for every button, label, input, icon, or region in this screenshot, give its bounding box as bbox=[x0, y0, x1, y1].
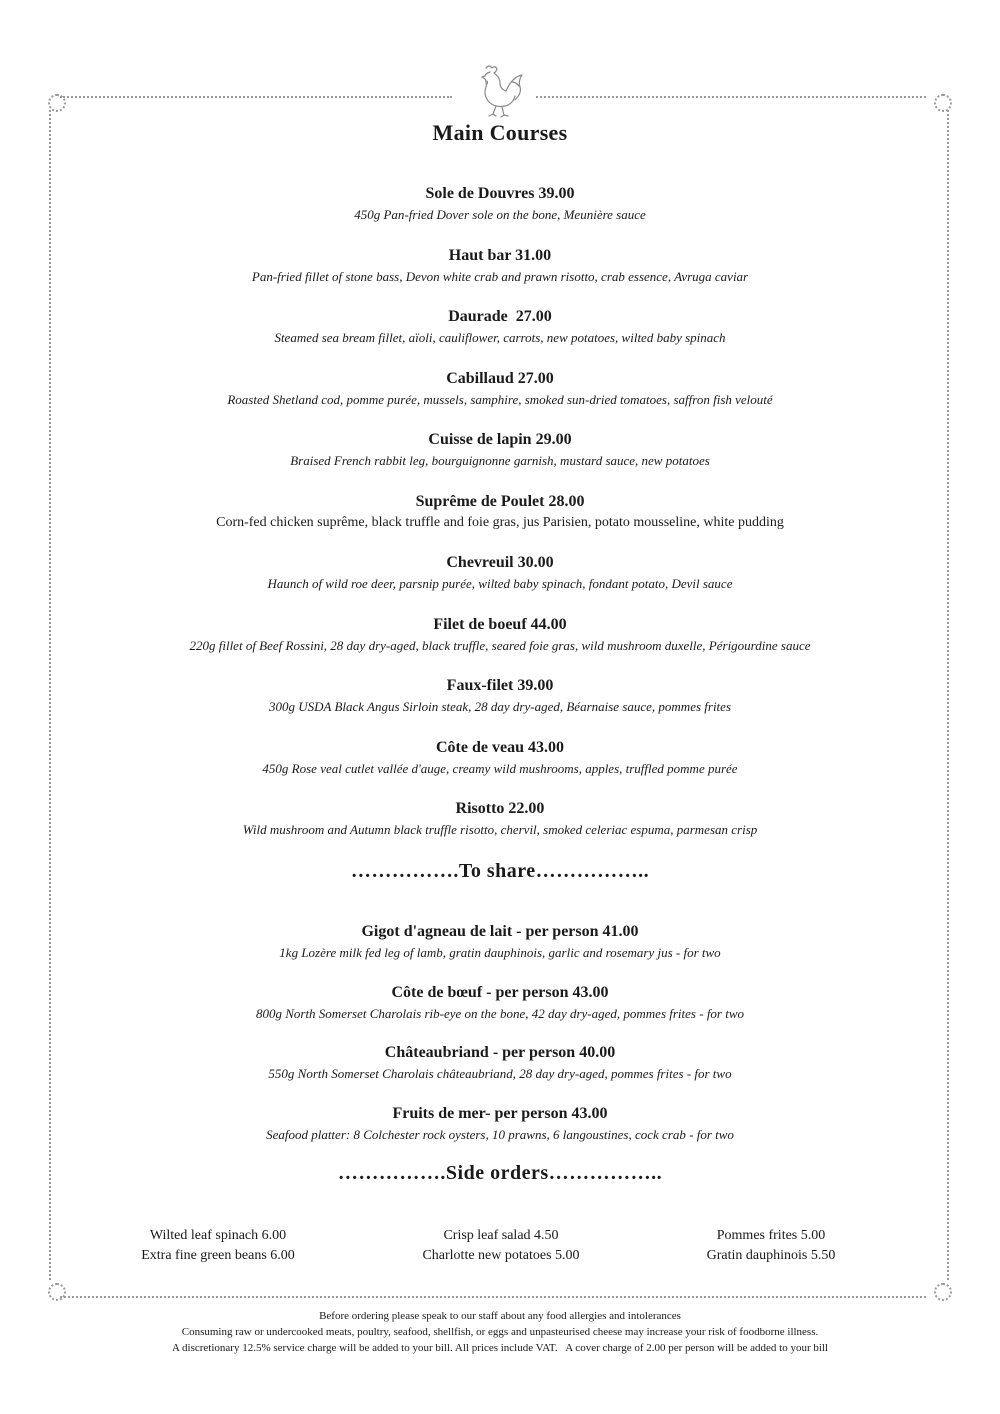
rooster-icon bbox=[466, 60, 532, 126]
section-heading-to-share: …………….To share…………….. bbox=[350, 860, 650, 882]
menu-item-name: Gigot d'agneau de lait - per person 41.00 bbox=[361, 923, 639, 940]
menu-item-description: 550g North Somerset Charolais châteaubriand, 28 day dry-aged, pommes frites - for two bbox=[268, 1066, 732, 1081]
menu-item bbox=[0, 920, 1000, 981]
menu-item-description: Wild mushroom and Autumn black truffle risotto, chervil, smoked celeriac espuma, parmesan crisp bbox=[242, 822, 758, 837]
side-order-item: Pommes frites 5.00 bbox=[716, 1228, 826, 1243]
side-orders-column bbox=[68, 1226, 368, 1266]
side-orders-column bbox=[621, 1226, 921, 1266]
menu-item bbox=[0, 1041, 1000, 1102]
menu-item bbox=[0, 613, 1000, 675]
side-order-item: Wilted leaf spinach 6.00 bbox=[149, 1228, 287, 1243]
frame-border-bottom bbox=[60, 1296, 926, 1298]
menu-item-name: Daurade 27.00 bbox=[448, 308, 552, 325]
menu-item-description: 800g North Somerset Charolais rib-eye on the bone, 42 day dry-aged, pommes frites - for two bbox=[255, 1005, 745, 1021]
page-title: Main Courses bbox=[432, 120, 568, 145]
side-order-item: Extra fine green beans 6.00 bbox=[141, 1248, 295, 1263]
menu-item-description: Seafood platter: 8 Colchester rock oysters, 10 prawns, 6 langoustines, cock crab - for two bbox=[266, 1126, 734, 1142]
frame-border-top-right bbox=[536, 96, 926, 98]
menu-item-description: Haunch of wild roe deer, parsnip purée, wilted baby spinach, fondant potato, Devil sauce bbox=[267, 576, 733, 591]
side-order-item: Crisp leaf salad 4.50 bbox=[443, 1228, 559, 1243]
menu-item-description: 1kg Lozère milk fed leg of lamb, gratin dauphinois, garlic and rosemary jus - for two bbox=[279, 945, 721, 960]
section-heading-side-orders: …………….Side orders…………….. bbox=[337, 1162, 663, 1184]
frame-corner-bottom-left bbox=[48, 1283, 66, 1301]
menu-item bbox=[0, 736, 1000, 798]
menu-item bbox=[0, 551, 1000, 613]
menu-item-description: 300g USDA Black Angus Sirloin steak, 28 day dry-aged, Béarnaise sauce, pommes frites bbox=[268, 699, 732, 714]
menu-item-name: Châteaubriand - per person 40.00 bbox=[384, 1044, 616, 1061]
menu-item-name: Faux-filet 39.00 bbox=[446, 677, 554, 694]
menu-item bbox=[0, 490, 1000, 552]
menu-item-name: Fruits de mer- per person 43.00 bbox=[392, 1104, 608, 1122]
footer-allergy-note: Before ordering please speak to our staff about any food allergies and intolerances bbox=[319, 1310, 681, 1322]
menu-item bbox=[0, 244, 1000, 306]
frame-corner-top-right bbox=[934, 94, 952, 112]
menu-item bbox=[0, 182, 1000, 244]
menu-item-name: Côte de bœuf - per person 43.00 bbox=[391, 983, 609, 1001]
menu-item bbox=[0, 674, 1000, 736]
menu-item-description: 220g fillet of Beef Rossini, 28 day dry-aged, black truffle, seared foie gras, wild mushroom duxelle, Périgourdine sauce bbox=[189, 637, 811, 653]
menu-item bbox=[0, 367, 1000, 429]
menu-item-description: Roasted Shetland cod, pomme purée, mussels, samphire, smoked sun-dried tomatoes, saffron fish velouté bbox=[227, 391, 773, 407]
menu-item bbox=[0, 305, 1000, 367]
menu-item-description: Pan-fried fillet of stone bass, Devon white crab and prawn risotto, crab essence, Avruga caviar bbox=[251, 268, 749, 284]
frame-corner-top-left bbox=[48, 94, 66, 112]
frame-border-top-left bbox=[60, 96, 452, 98]
menu-item bbox=[0, 797, 1000, 859]
menu-item-description: Steamed sea bream fillet, aïoli, cauliflower, carrots, new potatoes, wilted baby spinach bbox=[274, 330, 726, 345]
menu-item-description: Braised French rabbit leg, bourguignonne garnish, mustard sauce, new potatoes bbox=[290, 453, 710, 468]
menu-item-name: Cuisse de lapin 29.00 bbox=[428, 431, 572, 448]
to-share-list bbox=[0, 920, 1000, 1162]
footer-notes bbox=[0, 1308, 1000, 1356]
menu-item-name: Filet de boeuf 44.00 bbox=[433, 615, 567, 633]
side-order-item: Charlotte new potatoes 5.00 bbox=[422, 1248, 580, 1263]
menu-item-name: Haut bar 31.00 bbox=[448, 246, 552, 264]
menu-item bbox=[0, 1102, 1000, 1163]
frame-corner-bottom-right bbox=[934, 1283, 952, 1301]
menu-item-description: Corn-fed chicken suprême, black truffle and foie gras, jus Parisien, potato mousseline, white pudding bbox=[216, 514, 784, 530]
menu-item-description: 450g Rose veal cutlet vallée d'auge, creamy wild mushrooms, apples, truffled pomme purée bbox=[262, 760, 738, 776]
menu-item-name: Sole de Douvres 39.00 bbox=[425, 185, 575, 202]
menu-item bbox=[0, 981, 1000, 1042]
side-order-item: Gratin dauphinois 5.50 bbox=[706, 1248, 836, 1263]
side-orders-column bbox=[351, 1226, 651, 1266]
footer-service-charge-note: A discretionary 12.5% service charge will be added to your bill. All prices include VAT. A cover charge of 2.00 per person will be added to your bill bbox=[171, 1342, 829, 1354]
footer-health-warning: Consuming raw or undercooked meats, poultry, seafood, shellfish, or eggs and unpasteurised cheese may increase your risk of foodborne illness. bbox=[181, 1326, 819, 1338]
menu-item-name: Suprême de Poulet 28.00 bbox=[415, 492, 585, 510]
main-courses-list bbox=[0, 182, 1000, 859]
menu-item-name: Risotto 22.00 bbox=[455, 800, 545, 817]
menu-item-description: 450g Pan-fried Dover sole on the bone, Meunière sauce bbox=[354, 207, 646, 222]
menu-item bbox=[0, 428, 1000, 490]
menu-item-name: Côte de veau 43.00 bbox=[436, 738, 564, 756]
menu-item-name: Cabillaud 27.00 bbox=[446, 369, 554, 387]
menu-item-name: Chevreuil 30.00 bbox=[446, 554, 554, 571]
